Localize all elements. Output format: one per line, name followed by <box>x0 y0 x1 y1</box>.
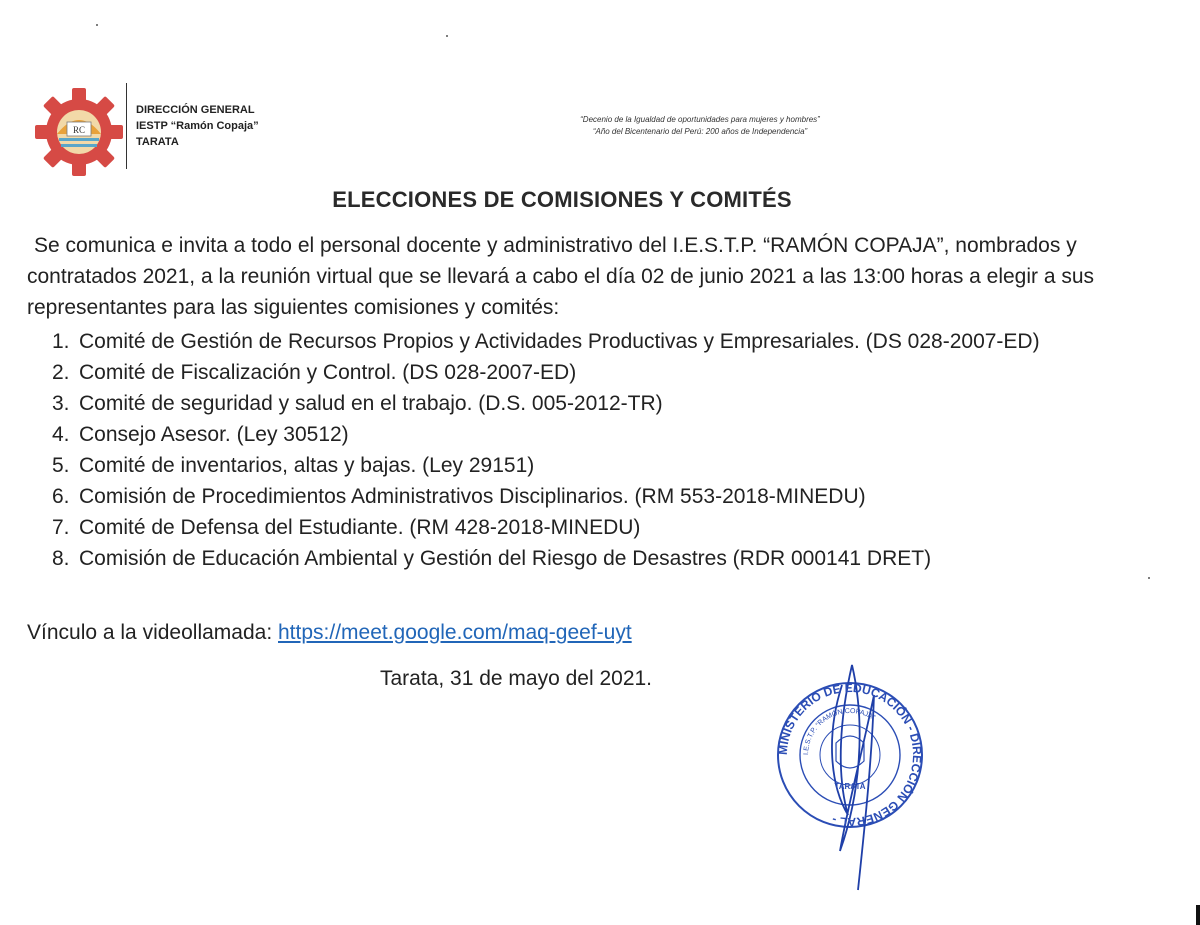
list-item-text: Comité de Fiscalización y Control. (DS 028-2007-ED) <box>79 361 577 384</box>
meeting-link-label: Vínculo a la videollamada: <box>27 621 273 644</box>
institution-logo <box>33 86 125 178</box>
scan-edge-mark <box>1196 905 1200 925</box>
date-line: Tarata, 31 de mayo del 2021. <box>380 667 653 690</box>
seal-outer-text: MINISTERIO DE EDUCACIÓN - DIRECCIÓN GENERAL - <box>775 680 925 830</box>
committee-list <box>52 326 1112 574</box>
list-item-number: 1. <box>52 330 70 353</box>
list-item <box>52 357 1112 388</box>
list-item <box>52 326 1112 357</box>
seal-inner-text: I.E.S.T.P. “RAMÓN COPAJA” <box>802 707 876 756</box>
list-item <box>52 419 1112 450</box>
list-item-number: 3. <box>52 392 70 415</box>
list-item <box>52 450 1112 481</box>
decade-line-2: “Año del Bicentenario del Perú: 200 años de Independencia” <box>592 127 808 136</box>
official-stamp <box>770 655 930 905</box>
list-item-text: Comité de Gestión de Recursos Propios y Actividades Productivas y Empresariales. (DS 028-2007-ED) <box>79 330 1040 353</box>
list-item-number: 8. <box>52 547 70 570</box>
list-item <box>52 388 1112 419</box>
document-title: ELECCIONES DE COMISIONES Y COMITÉS <box>332 187 792 212</box>
institution-line-3: TARATA <box>136 136 179 148</box>
header-divider <box>126 83 127 169</box>
list-item-text: Comité de inventarios, altas y bajas. (Ley 29151) <box>79 454 535 477</box>
list-item-number: 6. <box>52 485 70 508</box>
institution-line-1: DIRECCIÓN GENERAL <box>136 104 255 116</box>
institution-block <box>136 102 259 150</box>
seal-bottom-text: TARATA <box>834 782 866 791</box>
logo-text: RC <box>72 125 86 135</box>
list-item-number: 7. <box>52 516 70 539</box>
list-item-text: Comité de Defensa del Estudiante. (RM 428-2018-MINEDU) <box>79 516 641 539</box>
intro-paragraph: Se comunica e invita a todo el personal docente y administrativo del I.E.S.T.P. “RAMÓN COPAJA”, nombrados y contratados 2021, a la reunión virtual que se llevará a cabo el día 02 de junio 2021 a las 13:00 horas a elegir a sus representantes para las siguientes comisiones y comités: <box>27 234 1095 319</box>
list-item-number: 2. <box>52 361 70 384</box>
list-item <box>52 512 1112 543</box>
list-item-text: Consejo Asesor. (Ley 30512) <box>79 423 349 446</box>
list-item-text: Comité de seguridad y salud en el trabajo. (D.S. 005-2012-TR) <box>79 392 663 415</box>
decade-line-1: “Decenio de la Igualdad de oportunidades para mujeres y hombres” <box>580 115 820 124</box>
meeting-link-line <box>27 617 632 648</box>
list-item-text: Comisión de Educación Ambiental y Gestión del Riesgo de Desastres (RDR 000141 DRET) <box>79 547 932 570</box>
list-item <box>52 481 1112 512</box>
list-item-text: Comisión de Procedimientos Administrativos Disciplinarios. (RM 553-2018-MINEDU) <box>79 485 866 508</box>
list-item-number: 4. <box>52 423 70 446</box>
institution-line-2: IESTP “Ramón Copaja” <box>136 120 259 132</box>
list-item-number: 5. <box>52 454 70 477</box>
decade-mottos <box>560 114 840 138</box>
meeting-link[interactable]: https://meet.google.com/maq-geef-uyt <box>278 621 632 644</box>
list-item <box>52 543 1112 574</box>
signature-strokes <box>832 665 874 890</box>
